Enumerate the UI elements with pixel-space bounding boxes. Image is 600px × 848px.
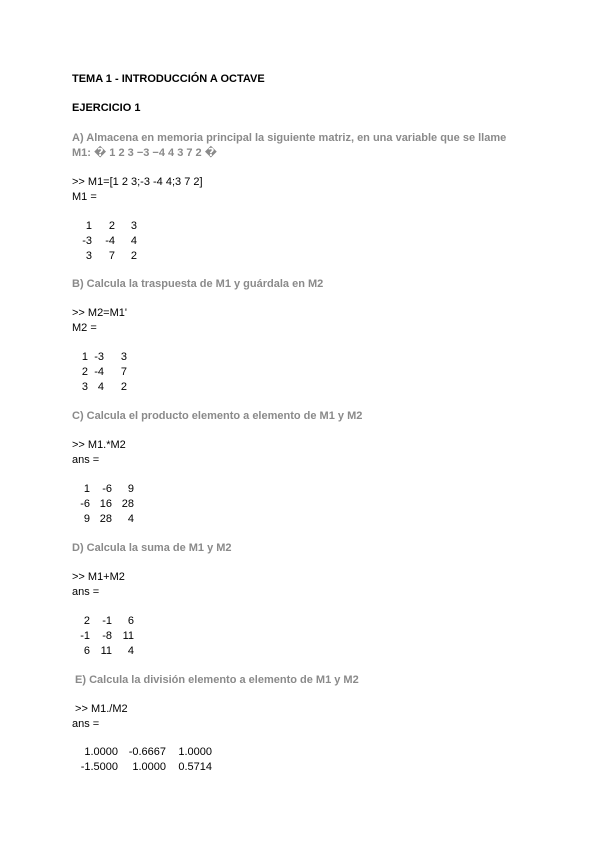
doc-title: TEMA 1 - INTRODUCCIÓN A OCTAVE (72, 73, 265, 85)
section-b-heading: B) Calcula la traspuesta de M1 y guárdala en M2 (72, 278, 324, 290)
section-b-command: >> M2=M1' (72, 307, 127, 319)
matrix-row (72, 629, 134, 644)
matrix-cell: -6 (80, 497, 90, 510)
matrix-cell: 3 (130, 220, 137, 232)
section-b-matrix (72, 350, 127, 394)
matrix-cell: 1.0000 (132, 760, 166, 773)
matrix-cell: 4 (127, 512, 134, 525)
matrix-row (72, 497, 134, 512)
section-d-matrix (72, 614, 134, 658)
matrix-cell: 28 (121, 497, 134, 510)
matrix-cell: 3 (81, 380, 88, 393)
matrix-row (72, 234, 137, 249)
matrix-row (72, 380, 127, 395)
matrix-cell: 3 (85, 249, 92, 262)
matrix-cell: -1 (80, 629, 90, 642)
matrix-cell: 1.0000 (84, 746, 118, 758)
matrix-row (72, 365, 127, 380)
exercise-heading: EJERCICIO 1 (72, 102, 141, 114)
matrix-cell: -1.5000 (80, 760, 118, 773)
matrix-cell: 16 (99, 497, 112, 510)
matrix-cell: 1.0000 (178, 746, 212, 758)
matrix-cell: 2 (81, 365, 88, 378)
matrix-cell: 4 (97, 380, 104, 393)
section-a-heading-line1: A) Almacena en memoria principal la siguiente matriz, en una variable que se llame (72, 132, 507, 144)
matrix-cell: 11 (100, 644, 112, 657)
matrix-cell: -8 (102, 629, 112, 642)
section-c-heading: C) Calcula el producto elemento a elemento de M1 y M2 (72, 410, 363, 422)
matrix-cell: -3 (94, 351, 104, 363)
matrix-cell: 9 (127, 483, 134, 495)
section-e-heading: E) Calcula la división elemento a elemento de M1 y M2 (72, 674, 359, 686)
section-a-heading-line2: M1: � 1 2 3 −3 −4 4 3 7 2 � (72, 147, 217, 159)
matrix-row (72, 249, 137, 264)
section-c-command: >> M1.*M2 (72, 439, 126, 451)
matrix-cell: 1 (81, 351, 88, 363)
section-e-result-label: ans = (72, 718, 100, 730)
matrix-cell: 28 (99, 512, 112, 525)
section-a-command: >> M1=[1 2 3;-3 -4 4;3 7 2] (72, 176, 203, 188)
matrix-row (72, 614, 134, 629)
section-e-command: >> M1./M2 (72, 703, 128, 715)
matrix-row (72, 644, 134, 659)
matrix-cell: 1 (85, 220, 92, 232)
section-b-result-label: M2 = (72, 322, 97, 334)
matrix-cell: 2 (108, 220, 115, 232)
section-e-matrix (72, 745, 212, 775)
matrix-row (72, 219, 137, 234)
matrix-cell: -0.6667 (128, 746, 166, 758)
matrix-row (72, 760, 212, 775)
matrix-cell: 2 (130, 249, 137, 262)
matrix-cell: -4 (105, 234, 115, 247)
section-d-result-label: ans = (72, 586, 100, 598)
matrix-row (72, 745, 212, 760)
matrix-cell: -4 (94, 365, 104, 378)
matrix-cell: 11 (122, 629, 134, 642)
section-a-matrix (72, 219, 137, 263)
matrix-cell: 2 (120, 380, 127, 393)
matrix-cell: -6 (102, 483, 112, 495)
section-a-result-label: M1 = (72, 191, 97, 203)
matrix-row (72, 512, 134, 527)
matrix-cell: 3 (120, 351, 127, 363)
matrix-cell: 1 (83, 483, 90, 495)
section-d-heading: D) Calcula la suma de M1 y M2 (72, 542, 232, 554)
matrix-cell: -3 (82, 234, 92, 247)
matrix-cell: 7 (120, 365, 127, 378)
matrix-cell: 9 (83, 512, 90, 525)
section-d-command: >> M1+M2 (72, 571, 125, 583)
matrix-cell: 4 (130, 234, 137, 247)
matrix-cell: 6 (127, 615, 134, 627)
matrix-cell: 0.5714 (178, 760, 212, 773)
section-c-result-label: ans = (72, 454, 100, 466)
matrix-cell: 2 (83, 615, 90, 627)
matrix-row (72, 482, 134, 497)
matrix-cell: -1 (102, 615, 112, 627)
section-c-matrix (72, 482, 134, 526)
matrix-cell: 7 (108, 249, 115, 262)
matrix-row (72, 350, 127, 365)
matrix-cell: 4 (127, 644, 134, 657)
matrix-cell: 6 (83, 644, 90, 657)
